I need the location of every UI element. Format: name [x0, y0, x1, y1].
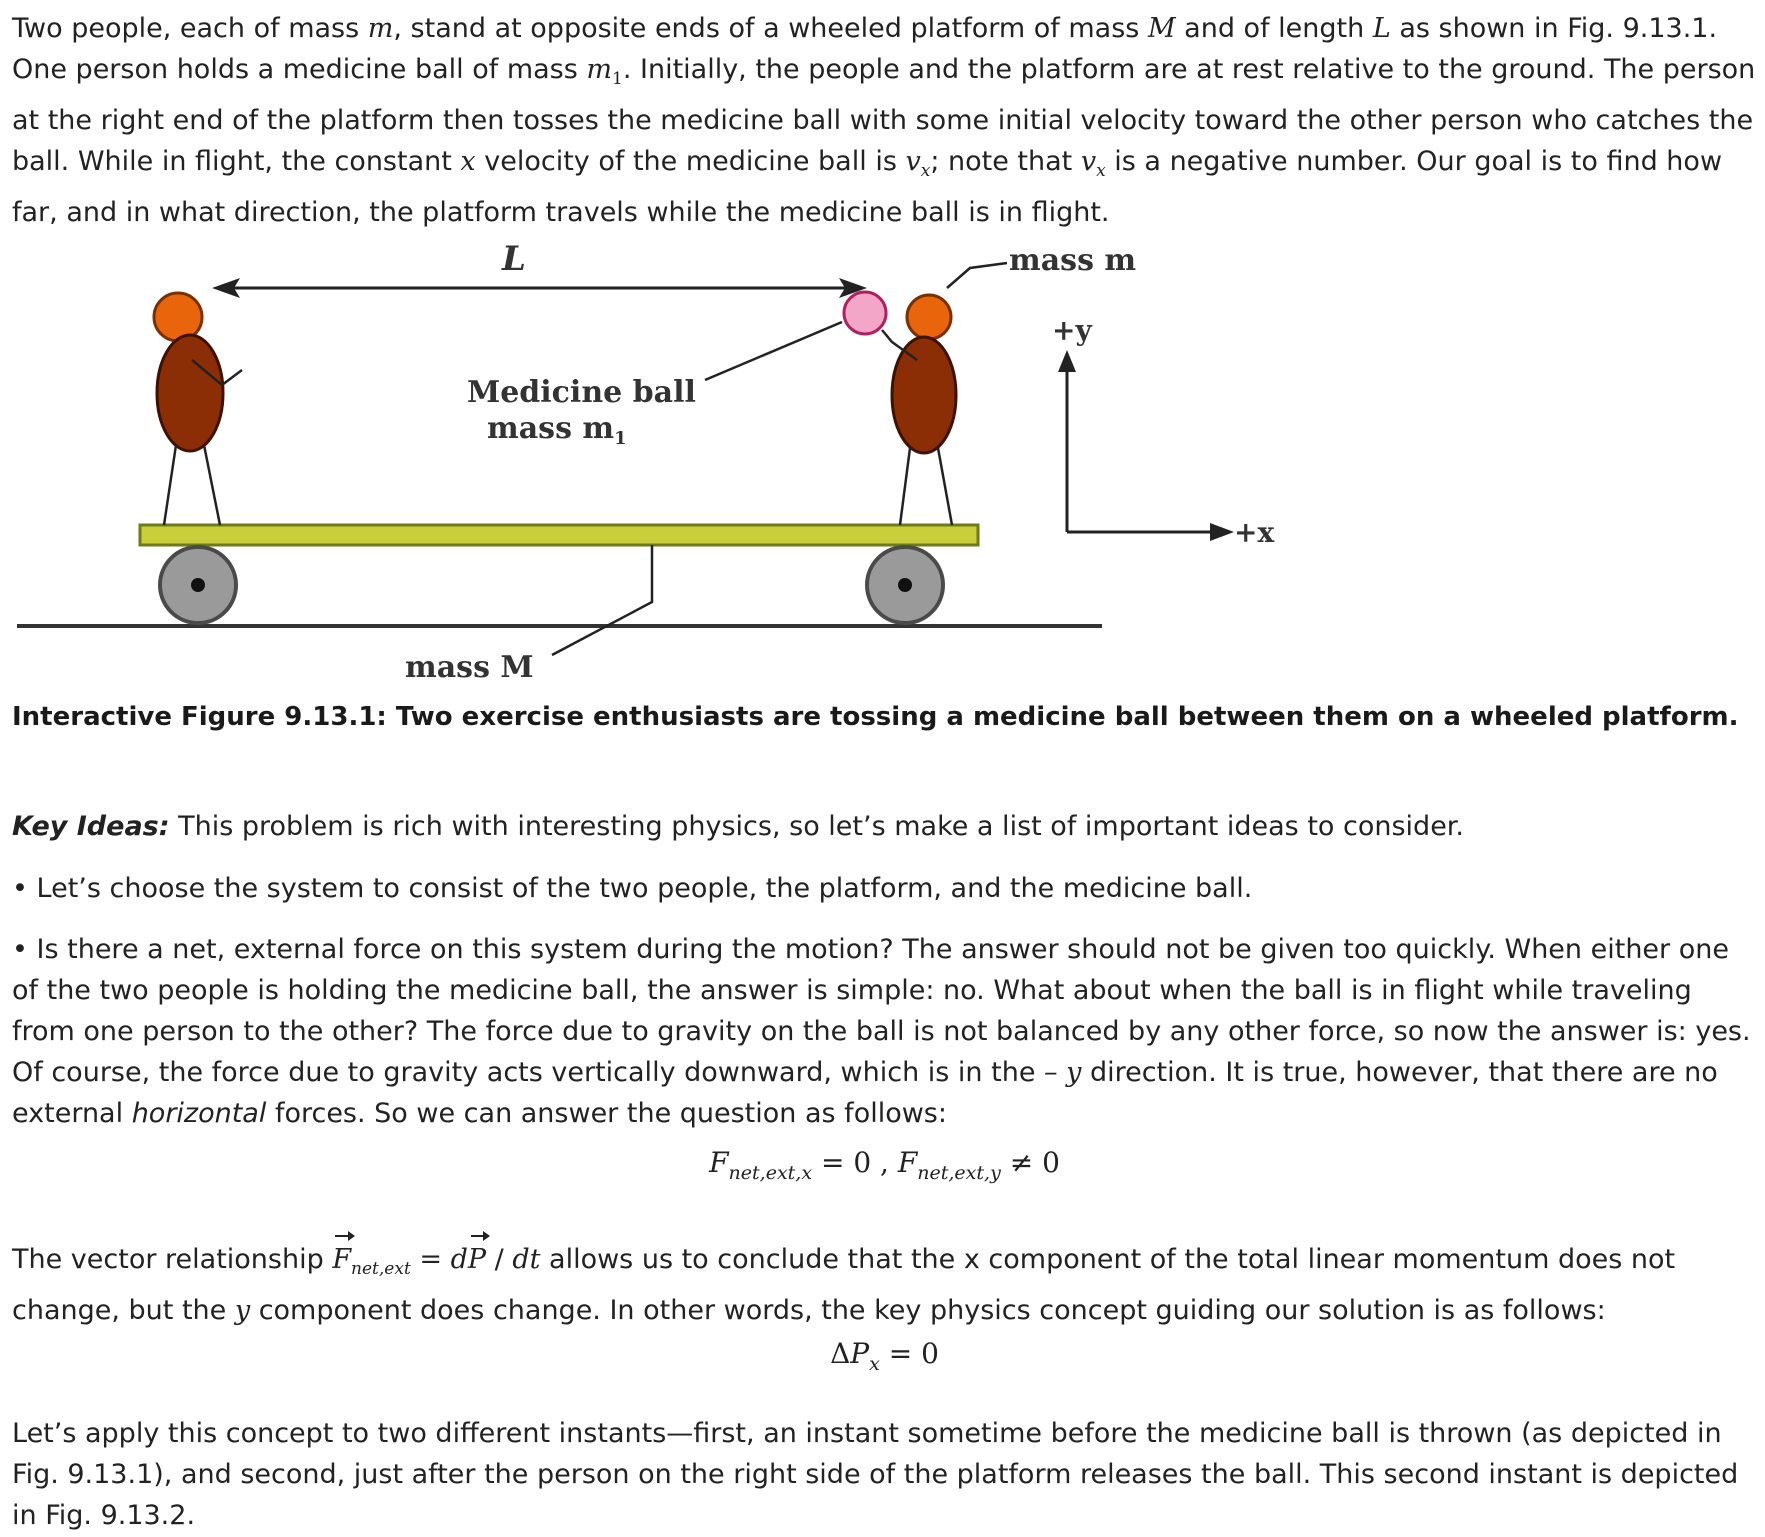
var-m: m	[367, 13, 394, 44]
key-ideas-paragraph	[12, 806, 1757, 847]
intro-text-8: is a negative number. Our goal is to find how far, and in what direction, the platform travels while the medicine ball is in flight.	[12, 146, 1723, 228]
intro-text-5: . Initially, the people and the platform are at rest relative to the ground. The person at the right end of the platform then tosses the medicine ball with some initial velocity toward the other person who catches the ball. While in flight, the constant	[12, 54, 1756, 177]
left-person-head	[154, 293, 202, 341]
right-wheel-axle	[898, 578, 912, 592]
intro-text-2: , stand at opposite ends of a wheeled platform of mass	[393, 13, 1148, 44]
left-person-leg-r	[204, 445, 220, 525]
label-L: L	[502, 239, 526, 279]
right-person-head	[907, 295, 951, 339]
label-ball-mass: mass $m_1$	[487, 411, 627, 449]
label-mass-m: mass m	[1009, 243, 1137, 278]
equation-net-force	[12, 1146, 1757, 1184]
var-x: x	[460, 146, 476, 177]
intro-text-7: ; note that	[930, 146, 1081, 177]
var-vx-sub: x	[920, 161, 931, 181]
right-person-leg-l	[900, 448, 910, 525]
right-person-leg-r	[938, 448, 952, 525]
right-person-body	[892, 337, 956, 453]
vec-P: P	[468, 1239, 486, 1280]
intro-text-1: Two people, each of mass	[12, 13, 368, 44]
eq1-F1: F	[709, 1146, 729, 1179]
word-horizontal: horizontal	[131, 1098, 267, 1129]
vector-text-2: allows us to conclude that the x component of the total linear momentum does not change, but the	[12, 1244, 1676, 1326]
bullet2-text-1: • Is there a net, external force on this system during the motion? The answer should not be given too quickly. When either one of the two people is holding the medicine ball, the answer is simple: no. What about when the ball is in flight while traveling from one person to the other? The force due to gravity on the ball is not balanced by any other force, so now the answer is: yes. Of course, the force due to gravity acts vertically downward, which is in the	[12, 934, 1751, 1088]
label-medicine-ball: Medicine ball	[467, 375, 696, 410]
var-m1-sub: 1	[612, 69, 623, 89]
left-person-body	[157, 335, 223, 451]
bullet-system: • Let’s choose the system to consist of the two people, the platform, and the medicine ball.	[12, 873, 1253, 904]
eq1-rel1: = 0 ,	[812, 1146, 898, 1179]
var-L: L	[1372, 13, 1391, 44]
var-m1: m	[586, 54, 612, 85]
intro-text-3: and of length	[1175, 13, 1373, 44]
left-wheel-axle	[191, 578, 205, 592]
label-plus-x: +x	[1234, 516, 1275, 549]
vec-slash: /	[486, 1244, 513, 1275]
y-axis-arrowhead	[1058, 350, 1076, 372]
vec-dt: dt	[512, 1244, 541, 1275]
var-vx-2: v	[1080, 146, 1097, 177]
eq1-sub1: net,ext,x	[728, 1162, 813, 1184]
equation-momentum	[12, 1337, 1757, 1375]
eq2-P: P	[850, 1337, 870, 1370]
vector-text-1: The vector relationship	[12, 1244, 333, 1275]
mass-M-leader	[552, 545, 652, 655]
vec-eq: =	[410, 1244, 451, 1275]
vec-d: d	[450, 1244, 468, 1275]
final-paragraph: Let’s apply this concept to two different instants—first, an instant sometime before the medicine ball is thrown (as depicted in Fig. 9.13.1), and second, just after the person on the right side of the platform releases the ball. This second instant is depicted in Fig. 9.13.2.	[12, 1418, 1739, 1531]
var-y: y	[234, 1295, 251, 1326]
intro-text-6: velocity of the medicine ball is	[475, 146, 906, 177]
label-mass-M: mass M	[405, 650, 534, 685]
key-ideas-label: Key Ideas:	[12, 811, 170, 842]
label-plus-y: +y	[1052, 314, 1092, 347]
key-ideas-text: This problem is rich with interesting physics, so let’s make a list of important ideas to consider.	[169, 811, 1465, 842]
eq2-rel: = 0	[879, 1337, 939, 1370]
vector-text-3: component does change. In other words, the key physics concept guiding our solution is as follows:	[250, 1295, 1606, 1326]
var-M: M	[1147, 13, 1176, 44]
x-axis-arrowhead	[1210, 523, 1234, 541]
vec-F-sub: net,ext	[351, 1259, 411, 1279]
bullet2-text-3: forces. So we can answer the question as follows:	[266, 1098, 947, 1129]
mass-m-leader	[947, 263, 1007, 288]
eq1-rel2: ≠ 0	[1000, 1146, 1060, 1179]
var-vx-sub-2: x	[1096, 161, 1106, 181]
var-vx: v	[905, 146, 921, 177]
intro-text-4: as shown in Fig. 9.13.1. One person holds a medicine ball of mass	[12, 13, 1718, 85]
platform-figure	[12, 230, 1312, 700]
eq1-F2: F	[897, 1146, 918, 1179]
var-neg-y: – y	[1044, 1057, 1082, 1088]
vec-F: F	[332, 1239, 351, 1280]
bullet2-text-2: direction. It is true, however, that there are no external	[12, 1057, 1718, 1129]
platform	[140, 525, 978, 545]
left-person-leg-l	[164, 445, 176, 525]
eq2-delta: Δ	[830, 1337, 851, 1370]
eq1-sub2: net,ext,y	[917, 1162, 1001, 1184]
medicine-ball	[844, 292, 886, 334]
ball-leader	[705, 322, 842, 380]
eq2-sub: x	[869, 1353, 880, 1375]
bullet-external-force	[12, 929, 1757, 1134]
intro-paragraph	[12, 8, 1757, 233]
vector-relationship-paragraph	[12, 1239, 1757, 1331]
figure-caption: Interactive Figure 9.13.1: Two exercise enthusiasts are tossing a medicine ball between them on a wheeled platform.	[12, 702, 1739, 732]
